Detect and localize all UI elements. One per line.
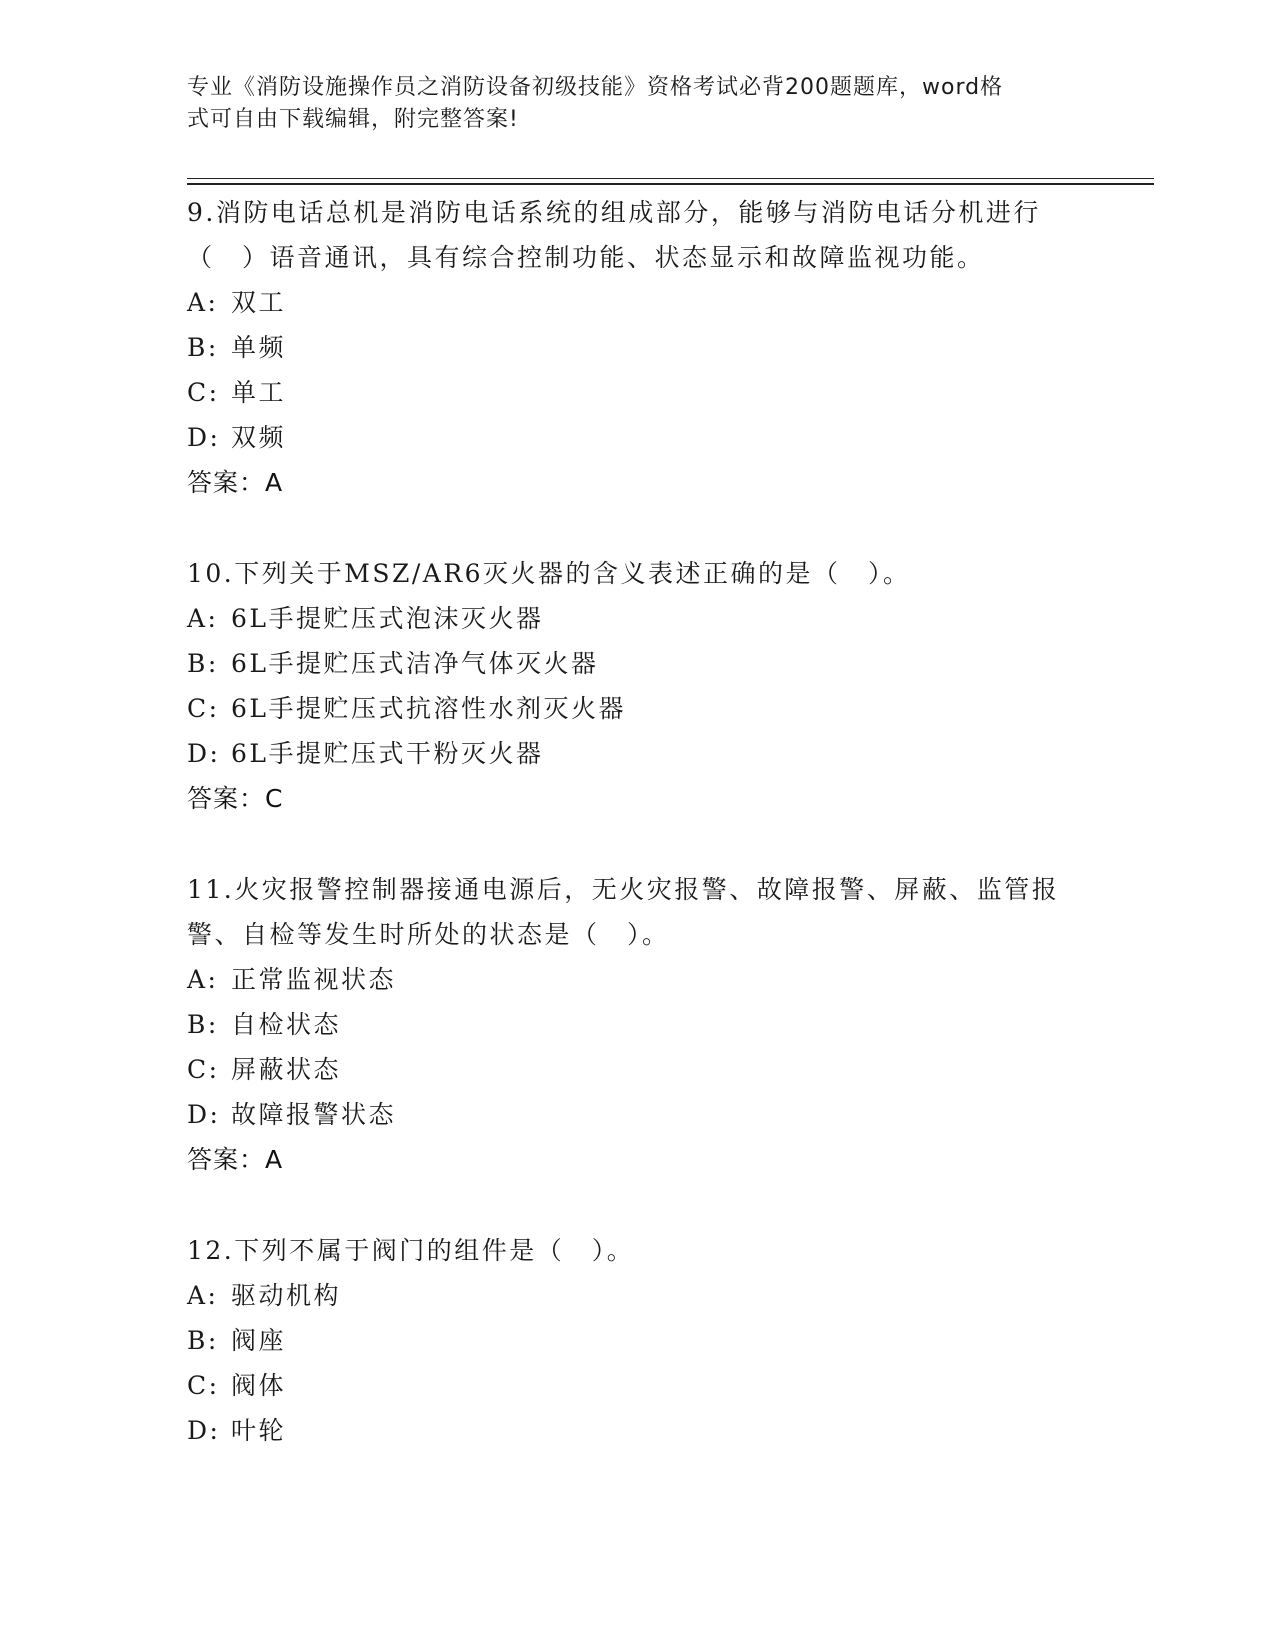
option-a: [187, 280, 1087, 325]
option-text: 单工: [231, 378, 287, 407]
option-key: B:: [187, 649, 219, 678]
option-key: D:: [187, 423, 221, 452]
option-d: [187, 1092, 1087, 1137]
question-12: [187, 1228, 1087, 1453]
question-11: [187, 867, 1087, 1182]
option-key: A:: [187, 1281, 219, 1310]
option-text: 故障报警状态: [231, 1100, 397, 1129]
option-text: 屏蔽状态: [231, 1055, 342, 1084]
option-text: 阀座: [231, 1326, 287, 1355]
answer-line: 答案：A: [187, 468, 284, 497]
option-text: 6L手提贮压式泡沫灭火器: [231, 604, 544, 633]
option-b: [187, 325, 1087, 370]
answer-line: 答案：C: [187, 784, 284, 813]
option-key: B:: [187, 1010, 219, 1039]
header-line-1: 专业《消防设施操作员之消防设备初级技能》资格考试必背200题题库，word格: [187, 75, 1004, 100]
option-c: [187, 686, 1087, 731]
option-key: A:: [187, 965, 219, 994]
option-d: [187, 1408, 1087, 1453]
option-c: [187, 1047, 1087, 1092]
option-key: C:: [187, 378, 220, 407]
option-text: 6L手提贮压式干粉灭火器: [231, 739, 544, 768]
option-text: 阀体: [231, 1371, 287, 1400]
option-key: D:: [187, 1100, 221, 1129]
option-text: 自检状态: [231, 1010, 342, 1039]
option-key: B:: [187, 1326, 219, 1355]
option-key: B:: [187, 333, 219, 362]
question-title: 9.消防电话总机是消防电话系统的组成部分，能够与消防电话分机进行（ ）语音通讯，具有综合控制功能、状态显示和故障监视功能。: [187, 198, 1041, 272]
option-text: 双频: [231, 423, 287, 452]
option-c: [187, 370, 1087, 415]
option-key: D:: [187, 1416, 221, 1445]
option-a: [187, 1273, 1087, 1318]
option-key: D:: [187, 739, 221, 768]
question-list: [187, 190, 1087, 1499]
option-key: A:: [187, 288, 219, 317]
option-d: [187, 415, 1087, 460]
option-text: 6L手提贮压式抗溶性水剂灭火器: [231, 694, 627, 723]
option-b: [187, 1002, 1087, 1047]
header-divider-thin: [187, 178, 1154, 179]
question-title: 10.下列关于MSZ/AR6灭火器的含义表述正确的是（ ）。: [187, 559, 911, 588]
question-title: 11.火灾报警控制器接通电源后，无火灾报警、故障报警、屏蔽、监管报警、自检等发生时所处的状态是（ ）。: [187, 875, 1060, 949]
document-header: [187, 72, 1067, 136]
question-10: [187, 551, 1087, 821]
option-text: 正常监视状态: [231, 965, 397, 994]
option-c: [187, 1363, 1087, 1408]
option-key: C:: [187, 694, 220, 723]
question-title: 12.下列不属于阀门的组件是（ ）。: [187, 1236, 635, 1265]
header-divider-thick: [187, 183, 1154, 185]
option-text: 双工: [231, 288, 287, 317]
option-a: [187, 596, 1087, 641]
answer-line: 答案：A: [187, 1145, 284, 1174]
option-text: 叶轮: [231, 1416, 287, 1445]
option-b: [187, 1318, 1087, 1363]
option-key: C:: [187, 1371, 220, 1400]
option-text: 单频: [231, 333, 287, 362]
question-9: [187, 190, 1087, 505]
option-text: 6L手提贮压式洁净气体灭火器: [231, 649, 599, 678]
option-key: C:: [187, 1055, 220, 1084]
option-d: [187, 731, 1087, 776]
option-a: [187, 957, 1087, 1002]
header-line-2: 式可自由下载编辑，附完整答案!: [187, 107, 519, 132]
option-text: 驱动机构: [231, 1281, 342, 1310]
option-key: A:: [187, 604, 219, 633]
option-b: [187, 641, 1087, 686]
